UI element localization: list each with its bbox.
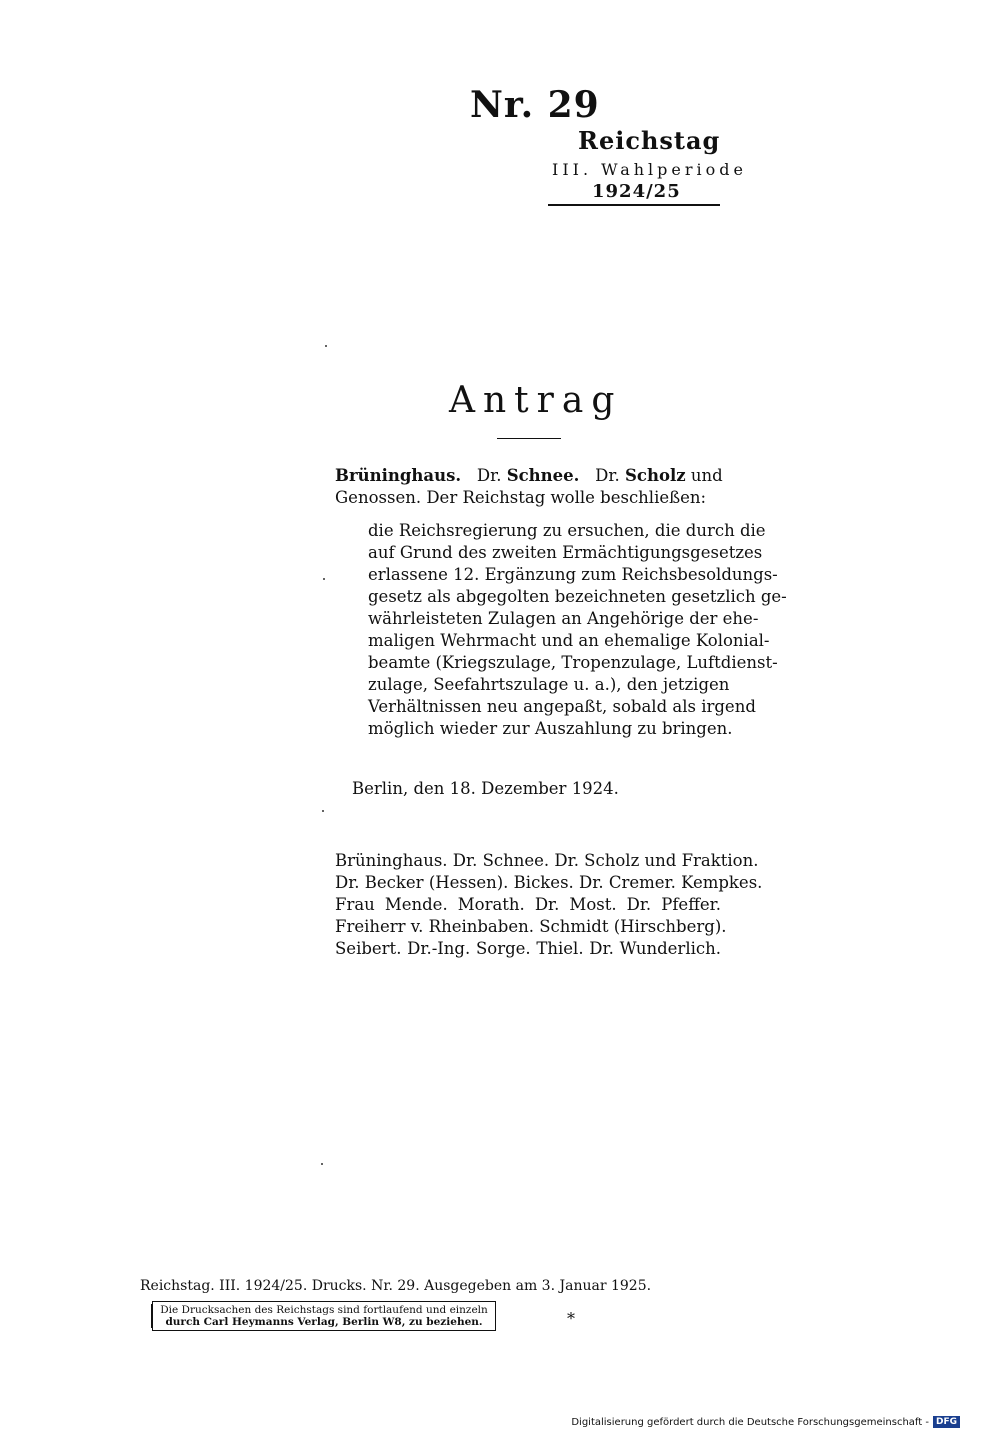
asterisk-mark: *	[567, 1309, 575, 1328]
header-rule	[548, 204, 720, 206]
institution-name: Reichstag	[578, 126, 721, 155]
intro-line-2: Genossen. Der Reichstag wolle beschließen:	[335, 488, 707, 507]
title-rule	[497, 438, 561, 439]
legislative-period: III. Wahlperiode	[552, 160, 747, 179]
dfg-logo: DFG	[933, 1416, 960, 1428]
place-date: Berlin, den 18. Dezember 1924.	[352, 779, 619, 798]
session-years: 1924/25	[592, 181, 681, 202]
intro-title-1: Dr.	[476, 466, 502, 485]
intro-name-1: Brüninghaus.	[335, 466, 462, 485]
paragraph-line: erlassene 12. Ergänzung zum Reichsbesoldungs-	[368, 565, 778, 584]
paragraph-line: maligen Wehrmacht und an ehemalige Kolonial-	[368, 631, 770, 650]
intro-title-2: Dr.	[595, 466, 620, 485]
signers-line: Brüninghaus. Dr. Schnee. Dr. Scholz und Fraktion.	[335, 851, 759, 870]
signers-line: Freiherr v. Rheinbaben. Schmidt (Hirschberg).	[335, 917, 727, 936]
signers-line: Dr. Becker (Hessen). Bickes. Dr. Cremer. Kempkes.	[335, 873, 763, 892]
publisher-notice-box	[152, 1301, 496, 1331]
scan-speck	[322, 810, 324, 812]
signers-line: Frau Mende. Morath. Dr. Most. Dr. Pfeffer.	[335, 895, 721, 914]
paragraph-line: auf Grund des zweiten Ermächtigungsgesetzes	[368, 543, 763, 562]
publisher-notice-line-2: durch Carl Heymanns Verlag, Berlin W8, zu beziehen.	[165, 1316, 483, 1328]
intro-name-2: Schnee.	[506, 466, 580, 485]
intro-name-3: Scholz	[624, 466, 686, 485]
paragraph-line: beamte (Kriegszulage, Tropenzulage, Luftdienst-	[368, 653, 778, 672]
print-info: Reichstag. III. 1924/25. Drucks. Nr. 29. Ausgegeben am 3. Januar 1925.	[140, 1278, 652, 1294]
paragraph-line: währleisteten Zulagen an Angehörige der ehe-	[368, 609, 759, 628]
paragraph-line: möglich wieder zur Auszahlung zu bringen.	[368, 719, 733, 738]
signers-block	[335, 850, 763, 960]
document-number: Nr. 29	[470, 84, 600, 126]
paragraph-line: gesetz als abgegolten bezeichneten gesetzlich ge-	[368, 587, 787, 606]
paragraph-line: die Reichsregierung zu ersuchen, die durch die	[368, 521, 766, 540]
scan-speck	[325, 345, 327, 347]
digitization-credit-text: Digitalisierung gefördert durch die Deutsche Forschungsgemeinschaft -	[571, 1416, 929, 1428]
digitization-credit	[571, 1416, 960, 1428]
publisher-notice-line-1: Die Drucksachen des Reichstags sind fortlaufend und einzeln	[160, 1304, 488, 1316]
paragraph-line: Verhältnissen neu angepaßt, sobald als irgend	[368, 697, 756, 716]
scan-speck	[323, 578, 325, 580]
paragraph-line: zulage, Seefahrtszulage u. a.), den jetzigen	[368, 675, 730, 694]
intro-line-1	[335, 465, 723, 487]
motion-paragraph	[368, 520, 787, 740]
page-title: Antrag	[449, 380, 623, 421]
signers-line: Seibert. Dr.-Ing. Sorge. Thiel. Dr. Wunderlich.	[335, 939, 721, 958]
scan-speck	[321, 1163, 323, 1165]
intro-und: und	[690, 466, 723, 485]
